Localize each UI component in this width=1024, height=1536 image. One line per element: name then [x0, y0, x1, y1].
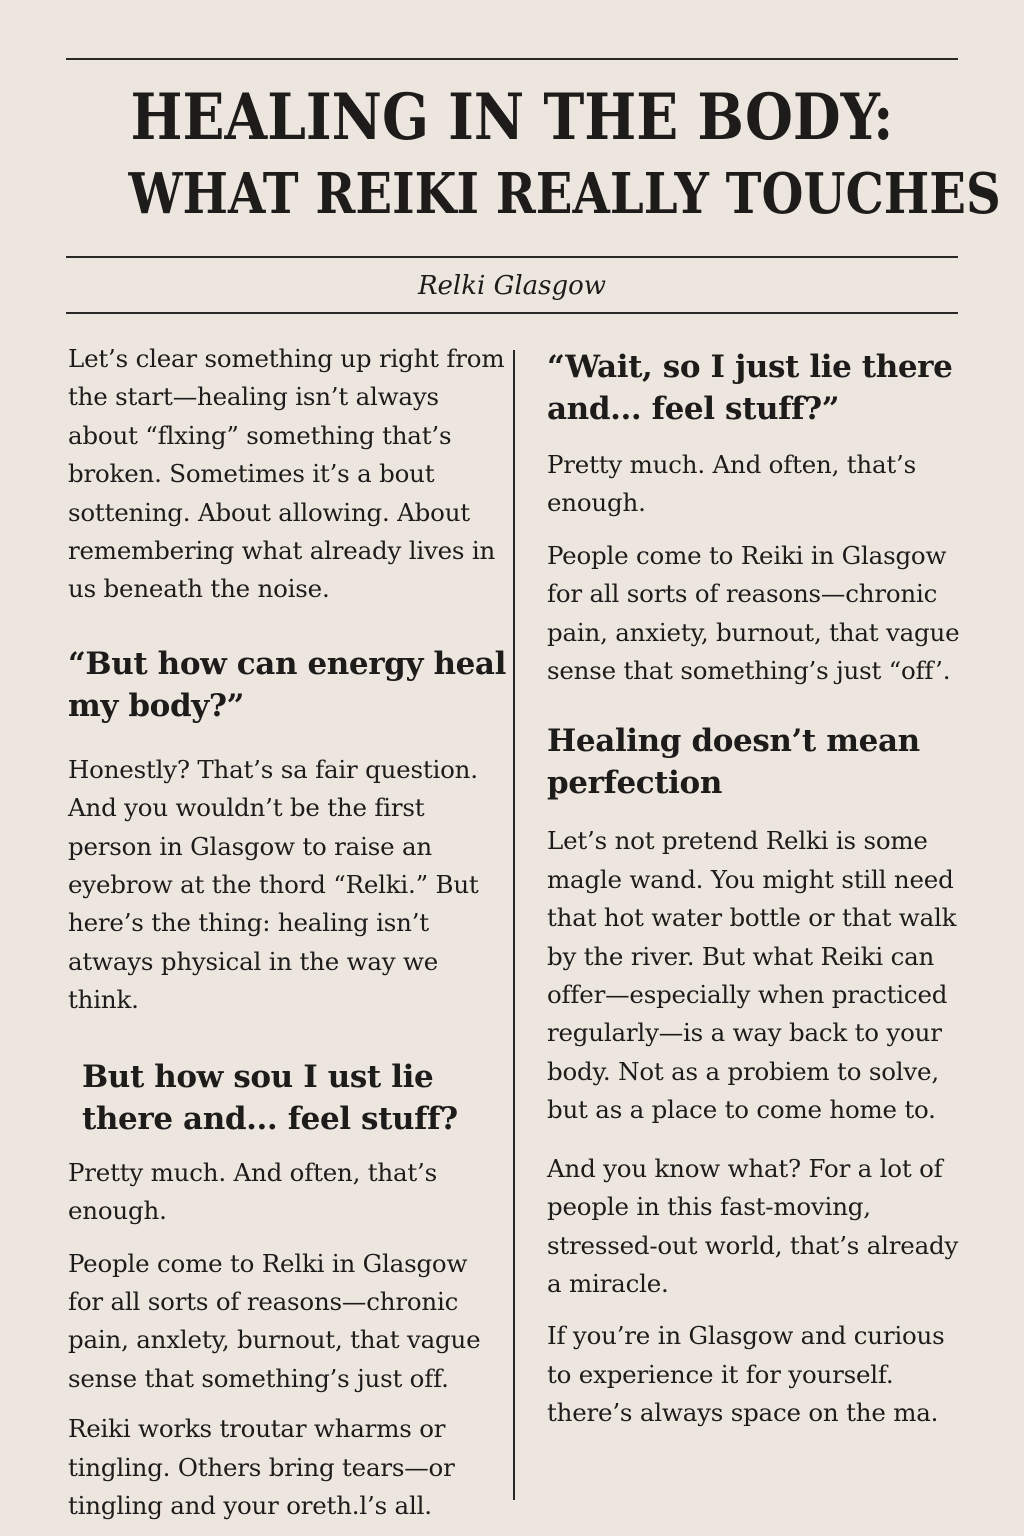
- top-rule: [66, 58, 958, 60]
- right-paragraph-1: Pretty much. And often, that’s enough.: [547, 450, 917, 518]
- left-paragraph-3: Pretty much. And often, that’s enough.: [68, 1157, 438, 1226]
- column-divider: [513, 350, 515, 1500]
- left-column: [68, 340, 506, 1525]
- left-paragraph-4: People come to Relki in Glasgow for all sorts of reasons—chronic pain, anxlety, burnout, that vague sense that something’s just off.: [68, 1248, 481, 1393]
- right-paragraph-2: People come to Reiki in Glasgow for all sorts of reasons—chronic pain, anxiety, burnout, that vague sense that something’s just “off’.: [547, 540, 960, 686]
- intro-paragraph: Let’s clear something up right from the start—healing isn’t always about “flxing” something that’s broken. Sometimes it’s a bout sottening. About allowing. About remembering what already lives in us beneath the noise.: [68, 344, 505, 604]
- right-column: [547, 340, 967, 1433]
- right-paragraph-4: And you know what? For a lot of people in this fast-moving, stressed-out world, that’s already a miracle.: [547, 1153, 959, 1298]
- right-paragraph-3: Let’s not pretend Relki is some magle wand. You might still need that hot water bottle or that walk by the river. But what Reiki can offer—especially when practiced regularly—is a way back to your body. Not as a probiem to solve, but as a place to come home to.: [547, 826, 957, 1125]
- left-subheading-1: “But how can energy heal my body?”: [68, 645, 506, 724]
- byline-bottom-rule: [66, 312, 958, 314]
- headline-line-2: WHAT REIKI REALLY TOUCHES: [128, 161, 1001, 227]
- left-paragraph-2: Honestly? That’s sa fair question. And you wouldn’t be the first person in Glasgow to raise an eyebrow at the thord “Relki.” But here’s the thing: healing isn’t atways physical in the way we think.: [68, 754, 479, 1015]
- headline: [66, 78, 1001, 230]
- right-subheading-2: Healing doesn’t mean perfection: [547, 723, 920, 802]
- right-paragraph-5: If you’re in Glasgow and curious to experience it for yourself. there’s always space on the ma.: [547, 1321, 945, 1428]
- headline-bottom-rule: [66, 256, 958, 258]
- left-subheading-2: But how sou I ust lie there and... feel stuff?: [82, 1058, 458, 1137]
- headline-line-1: HEALING IN THE BODY:: [130, 80, 894, 155]
- byline: Relki Glasgow: [417, 271, 607, 301]
- right-subheading-1: “Wait, so I just lie there and... feel stuff?”: [547, 349, 953, 427]
- left-paragraph-5: Reiki works troutar wharms or tingling. Others bring tears—or tingling and your oreth.l’s all.: [68, 1414, 455, 1520]
